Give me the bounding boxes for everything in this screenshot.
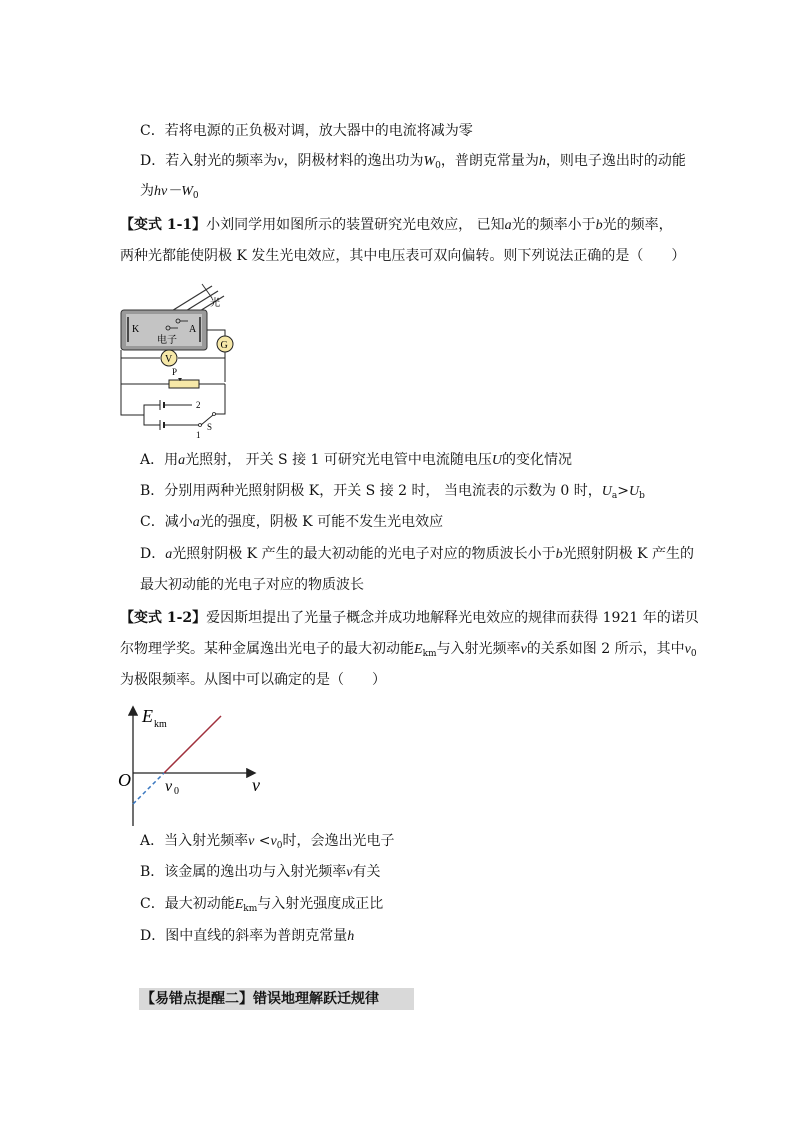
- ekm-line: [164, 716, 221, 773]
- option-d-prev: D．若入射光的频率为ν，阴极材料的逸出功为$W_0$，普朗克常量为h，则电子逸出时的动能: [140, 153, 686, 171]
- ekm-frequency-graph: [116, 700, 276, 830]
- q12-option-d: D．图中直线的斜率为普朗克常量h: [140, 928, 355, 944]
- circuit-diagram: [114, 280, 244, 440]
- q12-option-c: C．最大初动能$E_{km}$与入射光强度成正比: [140, 896, 384, 914]
- q11-option-d: D．a光照射阴极 K 产生的最大初动能的光电子对应的物质波长小于b光照射阴极 K 产生的: [140, 546, 694, 562]
- extrapolation-line: [133, 773, 164, 804]
- question-1-2-line1: 【变式 1-2】爱因斯坦提出了光量子概念并成功地解释光电效应的规律而获得 1921 年的诺贝: [120, 610, 699, 626]
- q11-option-d-line2: 最大初动能的光电子对应的物质波长: [140, 577, 364, 593]
- rheostat: [169, 380, 199, 388]
- x-axis-label: ν: [252, 775, 260, 795]
- light-label: 光: [210, 298, 220, 309]
- question-1-1-line2: 两种光都能使阴极 K 发生光电效应，其中电压表可双向偏转。则下列说法正确的是（ ）: [120, 248, 686, 264]
- voltmeter-label: V: [165, 354, 173, 365]
- section-heading: 【易错点提醒二】错误地理解跃迁规律: [141, 991, 379, 1007]
- electron-label: 电子: [157, 335, 177, 346]
- origin-label: O: [118, 770, 131, 790]
- nu0-label-sub: 0: [174, 786, 179, 797]
- terminal-2-label: 2: [196, 400, 201, 410]
- option-d-prev-line2: 为$h\nu-W_0$: [140, 183, 199, 201]
- nu0-label: ν: [165, 778, 173, 795]
- option-c-prev: C．若将电源的正负极对调，放大器中的电流将减为零: [140, 123, 473, 139]
- question-1-1-line1: 【变式 1-1】小刘同学用如图所示的装置研究光电效应， 已知a光的频率小于b光的频率，: [120, 217, 673, 233]
- q11-option-a: A．用a光照射， 开关 S 接 1 可研究光电管中电流随电压U的变化情况: [140, 452, 572, 468]
- cathode-label: K: [132, 324, 140, 335]
- terminal-1-label: 1: [196, 430, 201, 440]
- slider-label: P: [172, 367, 178, 377]
- y-axis-label-sub: km: [154, 719, 167, 730]
- q12-option-a: A．当入射光频率$\nu <\nu_0$时，会逸出光电子: [140, 833, 395, 851]
- switch-label: S: [207, 422, 213, 432]
- q11-option-b: B．分别用两种光照射阴极 K，开关 S 接 2 时， 当电流表的示数为 0 时，$U_a>U_b$: [140, 483, 645, 501]
- q11-option-c: C．减小a光的强度，阴极 K 可能不发生光电效应: [140, 514, 444, 530]
- galvanometer-label: G: [220, 340, 228, 351]
- q12-option-b: B．该金属的逸出功与入射光频率ν有关: [140, 864, 381, 880]
- question-1-2-line3: 为极限频率。从图中可以确定的是（ ）: [120, 672, 386, 688]
- y-axis-label: E: [142, 706, 153, 726]
- question-tag: 【变式 1-1】: [120, 217, 207, 233]
- question-1-2-line2: 尔物理学奖。某种金属逸出光电子的最大初动能$E_{km}$与入射光频率ν的关系如图 2 所示，其中$\nu_0$: [120, 641, 697, 659]
- anode-label: A: [189, 324, 197, 335]
- question-tag: 【变式 1-2】: [120, 610, 207, 626]
